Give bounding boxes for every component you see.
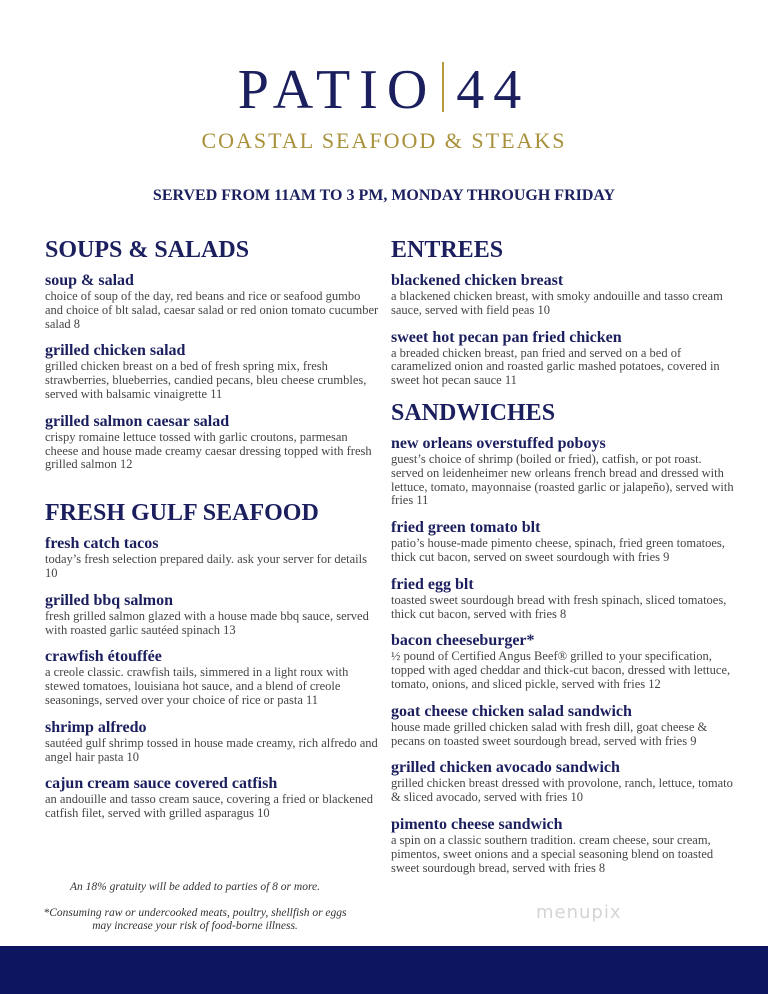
- item-name: fried egg blt: [391, 575, 474, 593]
- item-name: cajun cream sauce covered catfish: [45, 775, 278, 793]
- item-name: goat cheese chicken salad sandwich: [391, 702, 632, 720]
- restaurant-logo: [0, 60, 768, 120]
- menu-item: [45, 535, 380, 581]
- item-description: choice of soup of the day, red beans and rice or seafood gumbo and choice of blt salad, caesar salad or red onion tomato cucumber salad 8: [45, 289, 379, 331]
- tagline: COASTAL SEAFOOD & STEAKS: [201, 128, 567, 153]
- item-description: a spin on a classic southern tradition. cream cheese, sour cream, pimentos, sweet onions and a special seasoning blend on toasted sweet sourdough bread, served with fries 8: [391, 832, 714, 875]
- item-name: blackened chicken breast: [391, 272, 564, 289]
- item-name: grilled bbq salmon: [45, 591, 174, 609]
- menu-item: [391, 329, 736, 388]
- item-description: grilled chicken breast on a bed of fresh spring mix, fresh strawberries, blueberries, candied pecans, bleu cheese crumbles, served with balsamic vinaigrette 11: [45, 359, 367, 401]
- service-hours: SERVED FROM 11AM TO 3 PM, MONDAY THROUGH FRIDAY: [152, 187, 616, 204]
- logo-divider: [442, 62, 444, 112]
- food-safety-note: *Consuming raw or undercooked meats, poultry, shellfish or eggs may increase your risk of food-borne illness.: [43, 907, 347, 932]
- watermark: menupix: [536, 902, 622, 923]
- logo-word: PATIO: [237, 59, 437, 121]
- item-description: an andouille and tasso cream sauce, covering a fried or blackened catfish filet, served with grilled asparagus 10: [45, 792, 373, 821]
- item-description: grilled chicken breast dressed with provolone, ranch, lettuce, tomato & sliced avocado, served with fries 10: [391, 776, 733, 805]
- item-description: toasted sweet sourdough bread with fresh spinach, sliced tomatoes, thick cut bacon, served with fries 8: [391, 592, 727, 621]
- item-name: grilled salmon caesar salad: [45, 412, 230, 430]
- menu-item: [45, 648, 380, 707]
- logo-number: 44: [456, 59, 531, 121]
- menu-item: [391, 576, 736, 622]
- item-name: bacon cheeseburger*: [391, 632, 535, 650]
- item-description: a blackened chicken breast, with smoky andouille and tasso cream sauce, served with field peas 10: [391, 289, 723, 317]
- item-description: sautéed gulf shrimp tossed in house made creamy, rich alfredo and angel hair pasta 10: [45, 735, 378, 764]
- gratuity-note: An 18% gratuity will be added to parties of 8 or more.: [69, 881, 320, 893]
- menu-item: [391, 272, 736, 318]
- item-description: fresh grilled salmon glazed with a house made bbq sauce, served with roasted garlic sautéed spinach 13: [45, 608, 369, 637]
- menu-item: [391, 435, 736, 508]
- item-name: new orleans overstuffed poboys: [391, 434, 606, 452]
- section-title-soups-salads: SOUPS & SALADS: [45, 237, 250, 263]
- item-name: fresh catch tacos: [45, 535, 159, 553]
- item-name: crawfish étouffée: [45, 648, 162, 666]
- item-description: house made grilled chicken salad with fresh dill, goat cheese & pecans on toasted sweet sourdough bread, served with fries 9: [391, 719, 708, 748]
- item-name: pimento cheese sandwich: [391, 815, 563, 833]
- item-description: today’s fresh selection prepared daily. ask your server for details 10: [45, 552, 367, 580]
- item-name: soup & salad: [45, 272, 134, 289]
- section-title-sandwiches: SANDWICHES: [391, 399, 556, 426]
- section-title-gulf-seafood: FRESH GULF SEAFOOD: [45, 500, 319, 527]
- item-description: crispy romaine lettuce tossed with garlic croutons, parmesan cheese and house made creamy caesar dressing topped with fresh grilled salmon 12: [45, 429, 372, 472]
- item-description: ½ pound of Certified Angus Beef® grilled to your specification, topped with aged cheddar and thick-cut bacon, dressed with lettuce, tomato, onions, and sliced pickle, served with fries 12: [391, 649, 731, 691]
- left-column: [45, 236, 380, 832]
- menu-item: [45, 775, 380, 821]
- item-description: patio’s house-made pimento cheese, spinach, fried green tomatoes, thick cut bacon, served on sweet sourdough with fries 9: [391, 536, 725, 564]
- item-name: sweet hot pecan pan fried chicken: [391, 328, 622, 346]
- item-name: grilled chicken avocado sandwich: [391, 759, 620, 777]
- item-description: guest’s choice of shrimp (boiled or fried), catfish, or pot roast. served on leidenheimer new orleans french bread and dressed with lettuce, tomato, mayonnaise (roasted garlic or jalapeño), served with fries 11: [391, 451, 734, 508]
- menu-item: [45, 719, 380, 765]
- menu-item: [391, 703, 736, 749]
- menu-item: [45, 413, 380, 472]
- menu-item: [45, 592, 380, 638]
- menu-item: [391, 816, 736, 875]
- item-description: a creole classic. crawfish tails, simmered in a light roux with stewed tomatoes, louisiana hot sauce, and a blend of creole seasonings, served over your choice of rice or pasta 11: [45, 665, 349, 707]
- item-description: a breaded chicken breast, pan fried and served on a bed of caramelized onion and roasted garlic mashed potatoes, covered in sweet hot pecan sauce 11: [391, 345, 720, 388]
- menu-item: [391, 519, 736, 565]
- item-name: grilled chicken salad: [45, 342, 186, 360]
- item-name: shrimp alfredo: [45, 718, 147, 736]
- footer-bar: [0, 946, 768, 994]
- right-column: [391, 236, 736, 886]
- menu-item: [45, 272, 380, 331]
- item-name: fried green tomato blt: [391, 519, 541, 537]
- menu-item: [45, 342, 380, 401]
- section-title-entrees: ENTREES: [391, 237, 504, 263]
- menu-item: [391, 632, 736, 691]
- menu-item: [391, 759, 736, 805]
